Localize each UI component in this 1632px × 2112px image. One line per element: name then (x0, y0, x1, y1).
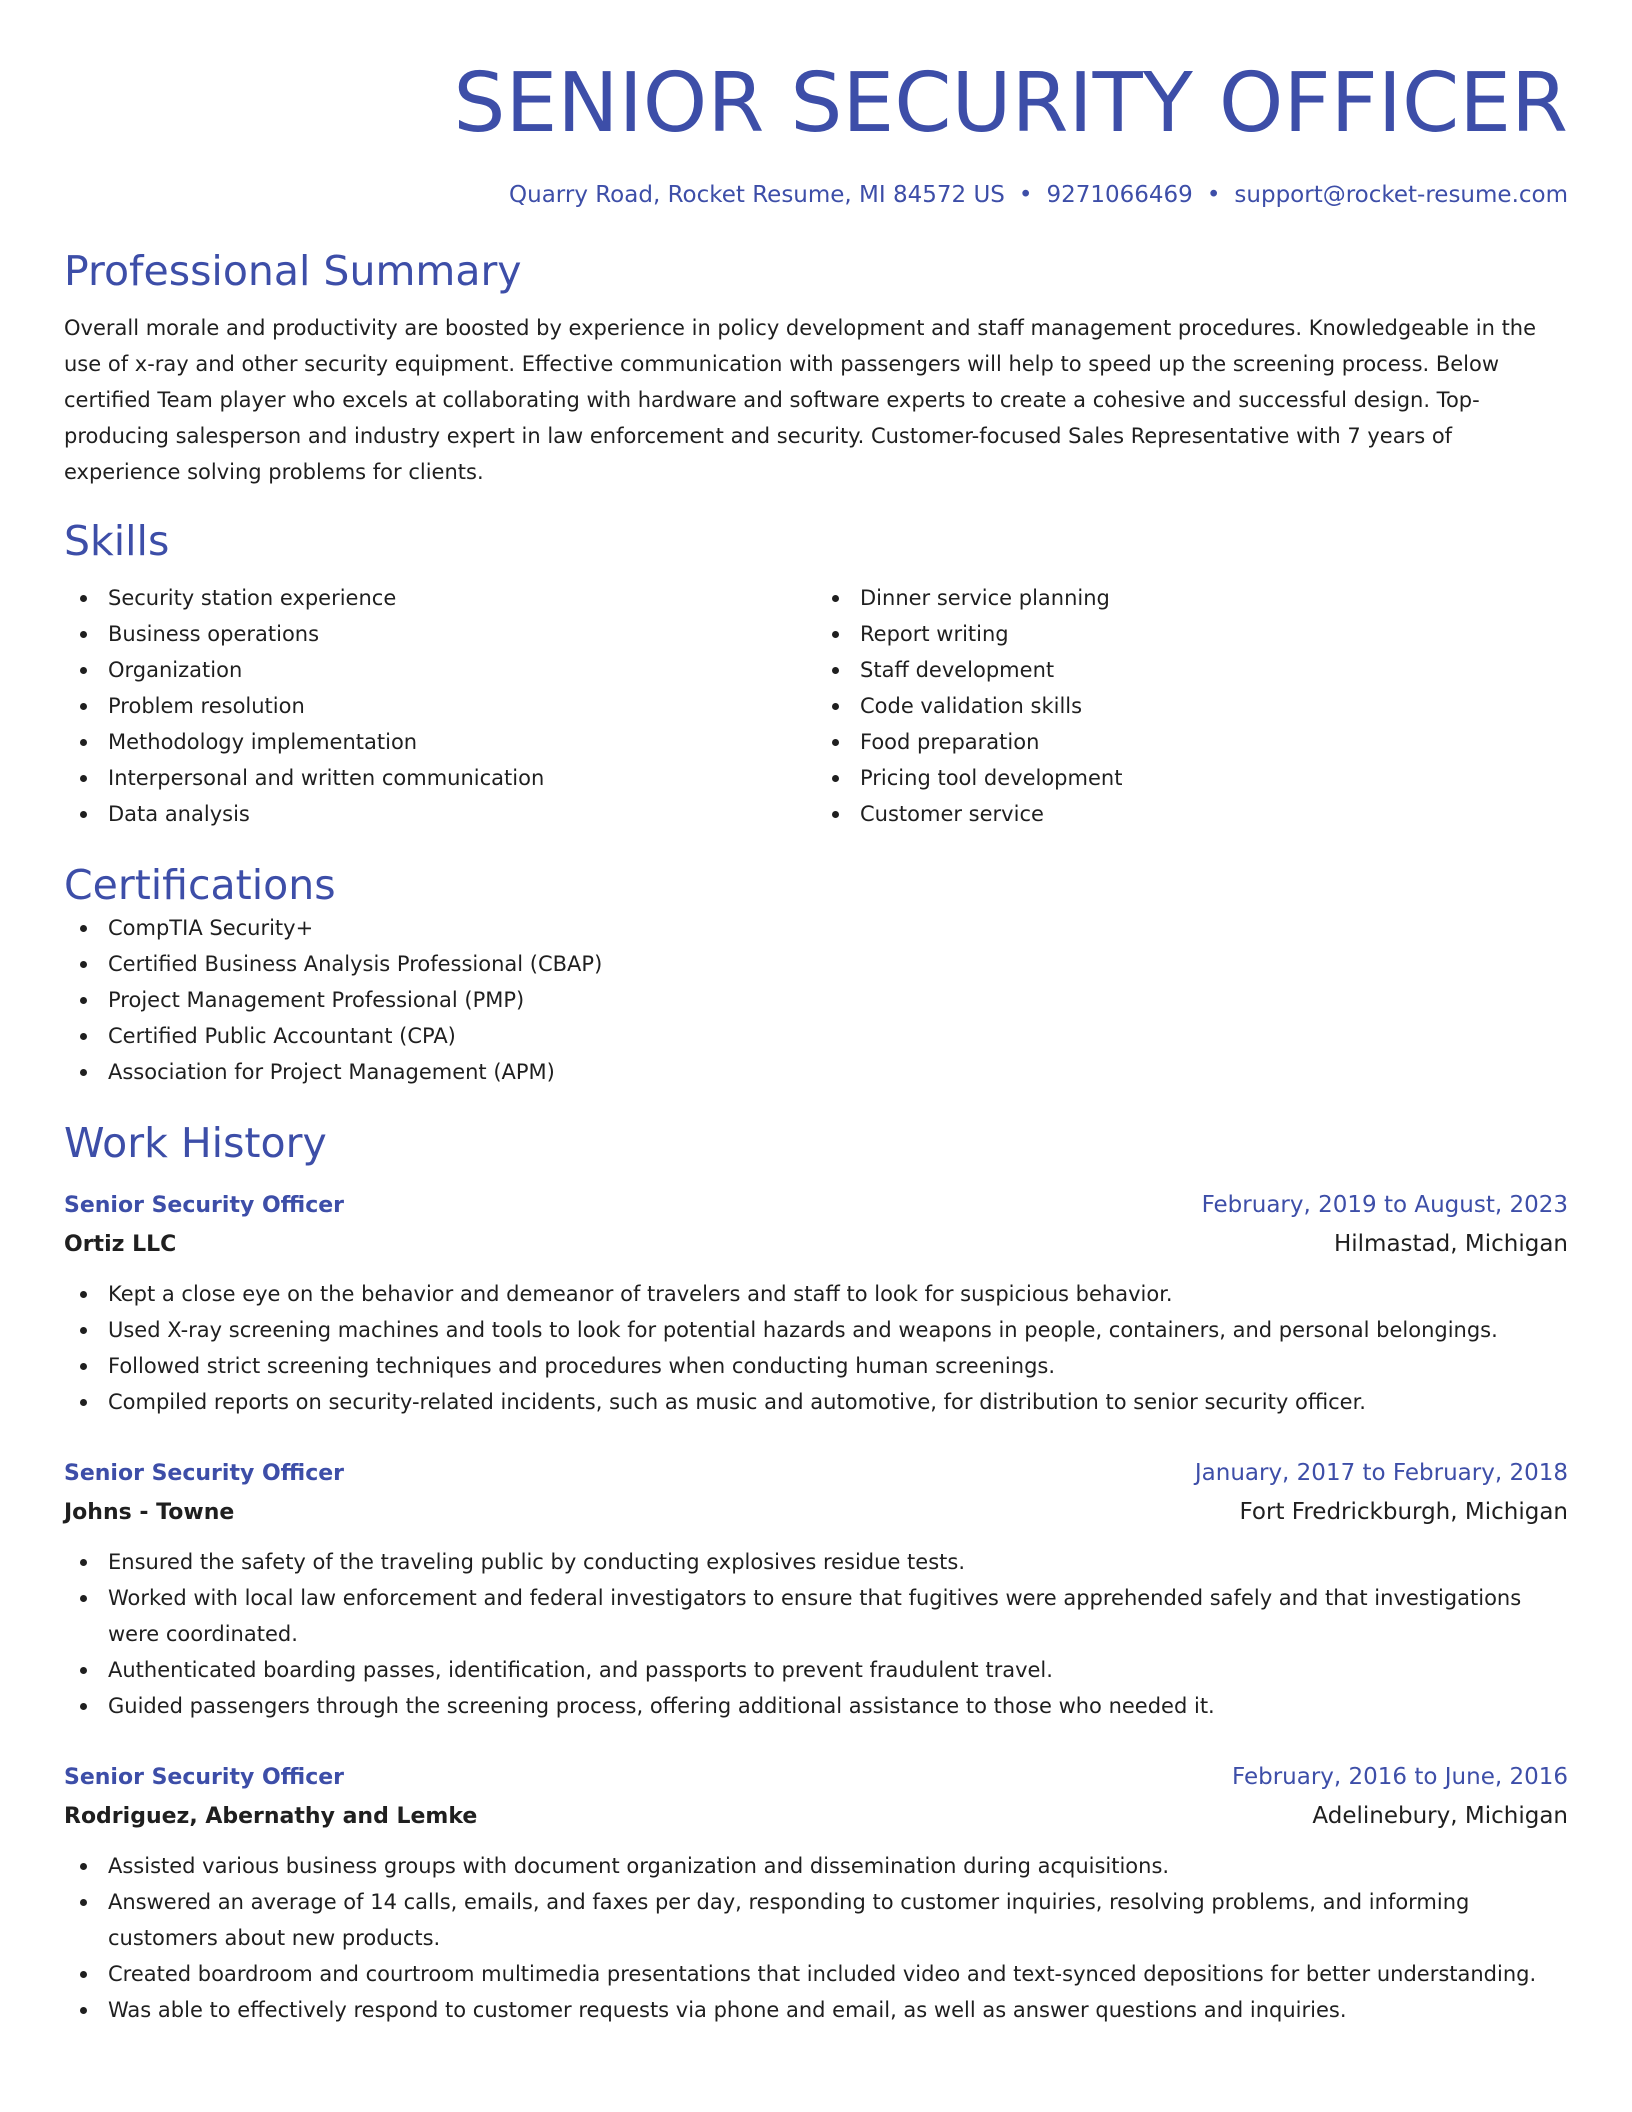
job-title: Senior Security Officer (64, 1765, 345, 1790)
skill-item: Food preparation (816, 724, 1568, 760)
job-subheader (64, 1493, 1568, 1532)
job-duty: Answered an average of 14 calls, emails, and faxes per day, responding to customer inquiries, resolving problems, and informing customers about new products. (64, 1884, 1568, 1956)
job-subheader (64, 1797, 1568, 1836)
contact-separator: • (1206, 182, 1221, 208)
contact-line (64, 180, 1568, 210)
certifications-list (64, 910, 1568, 1090)
job-duty: Assisted various business groups with document organization and dissemination during acquisitions. (64, 1848, 1568, 1884)
job-duty: Guided passengers through the screening process, offering additional assistance to those who needed it. (64, 1688, 1568, 1724)
certification-item: Certified Business Analysis Professional (CBAP) (64, 946, 1568, 982)
job-dates: February, 2019 to August, 2023 (1201, 1192, 1568, 1218)
job-duty: Authenticated boarding passes, identification, and passports to prevent fraudulent travel. (64, 1652, 1568, 1688)
resume-name: SENIOR SECURITY OFFICER (453, 56, 1568, 151)
skills-list (64, 580, 1568, 832)
skill-item: Pricing tool development (816, 760, 1568, 796)
job-duties (64, 1848, 1568, 2028)
job-subheader (64, 1225, 1568, 1264)
certification-item: Certified Public Accountant (CPA) (64, 1018, 1568, 1054)
job-entry (64, 1454, 1568, 1724)
job-entry (64, 1186, 1568, 1420)
skill-item: Report writing (816, 616, 1568, 652)
certification-item: CompTIA Security+ (64, 910, 1568, 946)
job-duty: Was able to effectively respond to customer requests via phone and email, as well as answer questions and inquiries. (64, 1992, 1568, 2028)
job-title: Senior Security Officer (64, 1193, 345, 1218)
skill-item: Organization (64, 652, 816, 688)
job-company: Ortiz LLC (64, 1232, 177, 1257)
certifications-heading: Certifications (64, 861, 336, 909)
job-dates: February, 2016 to June, 2016 (1231, 1764, 1568, 1790)
skill-item: Staff development (816, 652, 1568, 688)
job-dates: January, 2017 to February, 2018 (1194, 1460, 1568, 1486)
work-history-heading: Work History (64, 1119, 327, 1167)
job-duty: Compiled reports on security-related incidents, such as music and automotive, for distribution to senior security officer. (64, 1384, 1568, 1420)
skill-item: Customer service (816, 796, 1568, 832)
job-header (64, 1186, 1568, 1225)
skills-column-left (64, 580, 816, 832)
job-duty: Kept a close eye on the behavior and demeanor of travelers and staff to look for suspicious behavior. (64, 1276, 1568, 1312)
job-duty: Worked with local law enforcement and federal investigators to ensure that fugitives were apprehended safely and that investigations were coordinated. (64, 1580, 1568, 1652)
job-duties (64, 1544, 1568, 1724)
skill-item: Security station experience (64, 580, 816, 616)
job-location: Hilmastad, Michigan (1333, 1231, 1568, 1257)
summary-text: Overall morale and productivity are boosted by experience in policy development and staff management procedures. Knowledgeable in the use of x-ray and other security equipment. Effective communication with passengers will help to speed up the screening process. Below certified Team player who excels at collaborating with hardware and software experts to create a cohesive and successful design. Top-producing salesperson and industry expert in law enforcement and security. Customer-focused Sales Representative with 7 years of experience solving problems for clients. (64, 316, 1537, 484)
skills-column-right (816, 580, 1568, 832)
job-duty: Used X-ray screening machines and tools to look for potential hazards and weapons in people, containers, and personal belongings. (64, 1312, 1568, 1348)
job-location: Adelinebury, Michigan (1312, 1803, 1568, 1829)
job-header (64, 1454, 1568, 1493)
skill-item: Business operations (64, 616, 816, 652)
job-title: Senior Security Officer (64, 1461, 345, 1486)
skill-item: Code validation skills (816, 688, 1568, 724)
skills-heading: Skills (64, 517, 170, 565)
job-duty: Followed strict screening techniques and procedures when conducting human screenings. (64, 1348, 1568, 1384)
job-entry (64, 1758, 1568, 2028)
skill-item: Data analysis (64, 796, 816, 832)
job-company: Rodriguez, Abernathy and Lemke (64, 1804, 478, 1829)
contact-phone: 9271066469 (1046, 182, 1193, 208)
certification-item: Association for Project Management (APM) (64, 1054, 1568, 1090)
job-company: Johns - Towne (64, 1500, 235, 1525)
skill-item: Interpersonal and written communication (64, 760, 816, 796)
job-header (64, 1758, 1568, 1797)
contact-separator: • (1018, 182, 1033, 208)
job-duties (64, 1276, 1568, 1420)
skill-item: Dinner service planning (816, 580, 1568, 616)
job-location: Fort Fredrickburgh, Michigan (1239, 1499, 1568, 1525)
contact-email: support@rocket-resume.com (1234, 182, 1568, 208)
job-duty: Ensured the safety of the traveling public by conducting explosives residue tests. (64, 1544, 1568, 1580)
certification-item: Project Management Professional (PMP) (64, 982, 1568, 1018)
job-duty: Created boardroom and courtroom multimedia presentations that included video and text-synced depositions for better understanding. (64, 1956, 1568, 1992)
skill-item: Methodology implementation (64, 724, 816, 760)
resume-page (64, 0, 1568, 2028)
contact-address: Quarry Road, Rocket Resume, MI 84572 US (509, 182, 1005, 208)
summary-heading: Professional Summary (64, 247, 522, 295)
skill-item: Problem resolution (64, 688, 816, 724)
